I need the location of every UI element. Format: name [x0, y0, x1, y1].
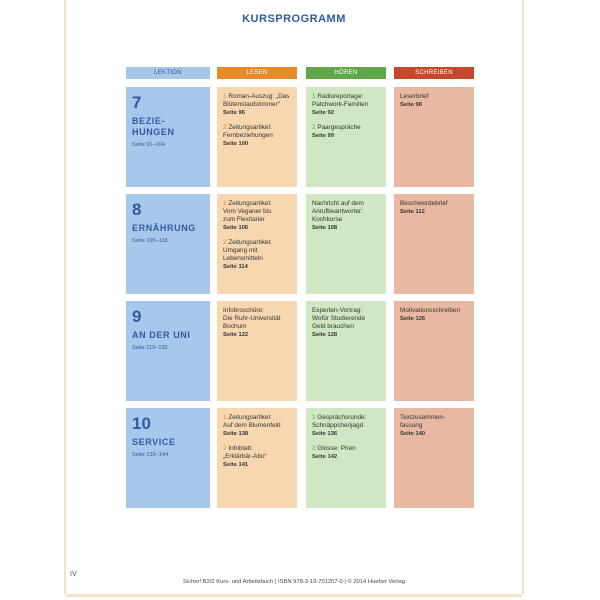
list-item — [223, 239, 291, 271]
item-text: Lebensmitteln — [223, 255, 263, 262]
lektion-pages: Seite 105–118 — [132, 238, 168, 244]
item-page: Seite 99 — [312, 133, 334, 139]
list-item — [223, 124, 291, 148]
item-text: Wofür Studierende — [312, 315, 366, 322]
page — [66, 0, 522, 594]
item-page: Seite 106 — [223, 225, 249, 231]
item-text: Roman-Auszug: „Das — [228, 93, 290, 100]
item-text: Fernbeziehungen — [223, 132, 273, 139]
list-item — [312, 414, 380, 438]
lektion-pages: Seite 133–144 — [132, 452, 169, 458]
lektion-topic: AN DER UNI — [132, 330, 191, 340]
page-title: KURSPROGRAMM — [242, 13, 346, 25]
item-page: Seite 136 — [312, 431, 338, 437]
item-index: 1 — [223, 200, 227, 207]
item-page: Seite 108 — [312, 225, 338, 231]
item-page: Seite 98 — [400, 102, 422, 108]
item-text: Die Ruhr-Universität — [223, 315, 281, 322]
item-text: Vom Veganer bis — [223, 208, 272, 215]
item-text: Infoblatt: — [228, 445, 253, 452]
item-text: Experten-Vortrag: — [312, 307, 363, 314]
item-text: Geld brauchen — [312, 323, 354, 330]
lesen-cell — [217, 194, 297, 294]
item-text: Motivationsschreiben — [400, 307, 461, 314]
lektion-pages: Seite 119–132 — [132, 345, 168, 351]
lektion-topic: BEZIE- — [132, 116, 166, 126]
item-index: 2 — [312, 445, 316, 452]
item-index: 2 — [223, 445, 227, 452]
hoeren-cell — [306, 194, 386, 294]
item-text: Glosse: Prien — [317, 445, 356, 452]
item-text: Patchwork-Familien — [312, 101, 369, 108]
item-text: Paargespräche — [317, 124, 361, 131]
lesen-cell — [217, 301, 297, 401]
item-text: zum Flexitarier — [223, 216, 265, 223]
item-text: Nachricht auf dem — [312, 200, 364, 207]
list-item — [223, 200, 291, 232]
lektion-topic: SERVICE — [132, 437, 176, 447]
schreiben-cell — [394, 87, 474, 187]
list-item — [223, 93, 291, 117]
item-text: Bochum — [223, 323, 247, 330]
item-text: Schnäppchenjagd — [312, 422, 364, 429]
item-page: Seite 96 — [223, 110, 245, 116]
footer: Sicher! B2/2 Kurs- und Arbeitsbuch | ISBN 978-3-19-701207-0 | © 2014 Hueber Verlag — [183, 579, 405, 585]
lektion-pages: Seite 91–104 — [132, 142, 165, 148]
item-page: Seite 122 — [223, 332, 249, 338]
item-index: 2 — [223, 124, 227, 131]
list-item — [312, 445, 380, 461]
item-index: 1 — [312, 414, 316, 421]
item-text: Infobroschüre: — [223, 307, 264, 314]
item-text: Umgang mit — [223, 247, 258, 254]
item-page: Seite 138 — [223, 431, 249, 437]
item-index: 1 — [223, 414, 227, 421]
item-index: 2 — [312, 124, 316, 131]
list-item — [223, 414, 291, 438]
item-text: Zeitungsartikel: — [228, 200, 272, 207]
item-text: Blütenstaubzimmer“ — [223, 101, 280, 108]
list-item — [312, 124, 380, 140]
item-page: Seite 100 — [223, 141, 249, 147]
lektion-topic: ERNÄHRUNG — [132, 223, 196, 233]
page-number: IV — [70, 571, 77, 578]
item-page: Seite 128 — [312, 332, 338, 338]
list-item — [312, 93, 380, 117]
lesen-cell — [217, 87, 297, 187]
lektion-number: 10 — [132, 414, 151, 433]
item-page: Seite 126 — [400, 316, 426, 322]
item-text: Zeitungsartikel: — [228, 239, 272, 246]
item-index: 1 — [312, 93, 316, 100]
item-text: Anrufbeantworter: — [312, 208, 363, 215]
item-text: Radioreportage: — [317, 93, 364, 100]
item-page: Seite 114 — [223, 264, 248, 270]
item-text: Beschwerdebrief — [400, 200, 448, 207]
item-page: Seite 141 — [223, 462, 249, 468]
item-page: Seite 112 — [400, 209, 425, 215]
list-item — [223, 445, 291, 469]
schreiben-cell — [394, 194, 474, 294]
item-text: Auf dem Blumenfeld — [223, 422, 281, 429]
hoeren-cell — [306, 301, 386, 401]
item-text: „Erklärbär-Abo“ — [223, 453, 267, 460]
schreiben-cell — [394, 301, 474, 401]
item-text: Textzusammen- — [400, 414, 446, 421]
item-text: Kochkurse — [312, 216, 343, 223]
item-text: Zeitungsartikel: — [228, 414, 272, 421]
header-lektion: LEKTION — [126, 67, 210, 79]
schreiben-cell — [394, 408, 474, 508]
lektion-cell — [126, 301, 210, 401]
lektion-number: 8 — [132, 200, 142, 219]
header-lesen: LESEN — [217, 67, 297, 79]
item-page: Seite 142 — [312, 454, 338, 460]
item-text: Gesprächsrunde: — [317, 414, 367, 421]
hoeren-cell — [306, 87, 386, 187]
item-text: Zeitungsartikel: — [228, 124, 272, 131]
lektion-number: 7 — [132, 93, 142, 112]
lektion-cell — [126, 194, 210, 294]
lektion-number: 9 — [132, 307, 142, 326]
lesen-cell — [217, 408, 297, 508]
header-hoeren: HÖREN — [306, 67, 386, 79]
lektion-cell — [126, 408, 210, 508]
item-index: 1 — [223, 93, 227, 100]
item-page: Seite 140 — [400, 431, 426, 437]
lektion-topic: HUNGEN — [132, 127, 175, 137]
item-page: Seite 92 — [312, 110, 334, 116]
item-index: 2 — [223, 239, 227, 246]
item-text: Leserbrief — [400, 93, 429, 100]
lektion-cell — [126, 87, 210, 187]
header-schreiben: SCHREIBEN — [394, 67, 474, 79]
hoeren-cell — [306, 408, 386, 508]
item-text: fassung — [400, 422, 423, 429]
